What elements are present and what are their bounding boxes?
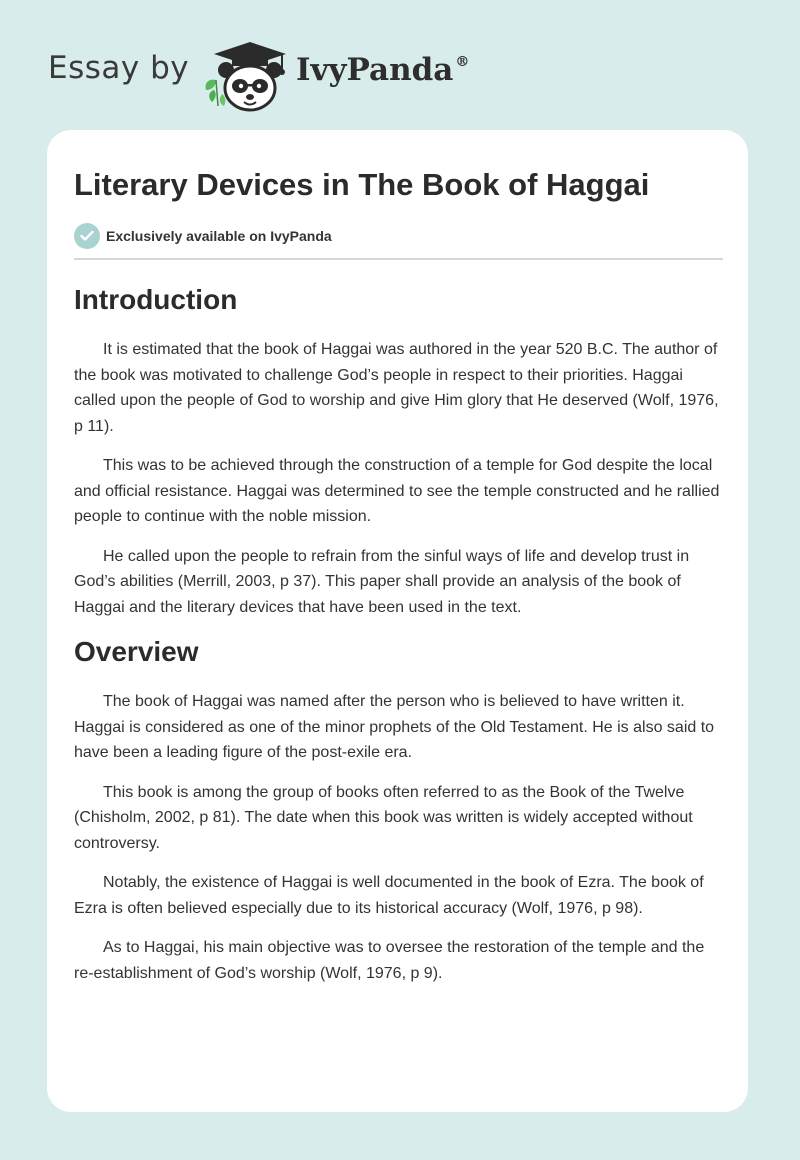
paragraph: This was to be achieved through the construction of a temple for God despite the local and official resistance. Haggai was determined to see the temple constructed and he rallied people to continue with the noble mission. [74,457,720,525]
section-heading-introduction: Introduction [74,284,238,315]
paragraph: The book of Haggai was named after the person who is believed to have written it. Haggai is considered as one of the minor prophets of the Old Testament. He is also said to have been a leading figure of the post-exile era. [74,693,715,761]
exclusive-badge [74,222,723,250]
paragraph: This book is among the group of books often referred to as the Book of the Twelve (Chisholm, 2002, p 81). The date when this book was written is widely accepted without controversy. [74,783,693,852]
exclusive-badge-text: Exclusively available on IvyPanda [106,228,332,244]
registered-mark: ® [455,54,470,70]
site-logo[interactable] [48,30,508,114]
brand-name: IvyPanda ® [296,52,470,88]
paragraph: As to Haggai, his main objective was to oversee the restoration of the temple and the re-establishment of God’s worship (Wolf, 1976, p 9). [74,939,705,982]
paragraph: It is estimated that the book of Haggai was authored in the year 520 B.C. The author of the book was motivated to challenge God’s people in respect to their priorities. Haggai called upon the people of God to worship and give Him glory that He deserved (Wolf, 1976, p 11). [74,341,719,435]
title-divider [74,258,723,260]
essay-card [47,130,748,1112]
brand-prefix: Essay by [48,50,190,86]
check-circle-icon [74,223,100,249]
ivy-leaf-icon [205,80,225,106]
section-heading-overview: Overview [74,636,199,667]
panda-graduate-icon [202,38,292,114]
essay-title: Literary Devices in The Book of Haggai [74,167,650,202]
paragraph: He called upon the people to refrain from the sinful ways of life and develop trust in God’s abilities (Merrill, 2003, p 37). This paper shall provide an analysis of the book of Haggai and the literary devices that have been used in the text. [74,547,690,616]
essay-content [74,130,723,986]
paragraph: Notably, the existence of Haggai is well documented in the book of Ezra. The book of Ezra is often believed especially due to its historical accuracy (Wolf, 1976, p 98). [74,874,704,917]
